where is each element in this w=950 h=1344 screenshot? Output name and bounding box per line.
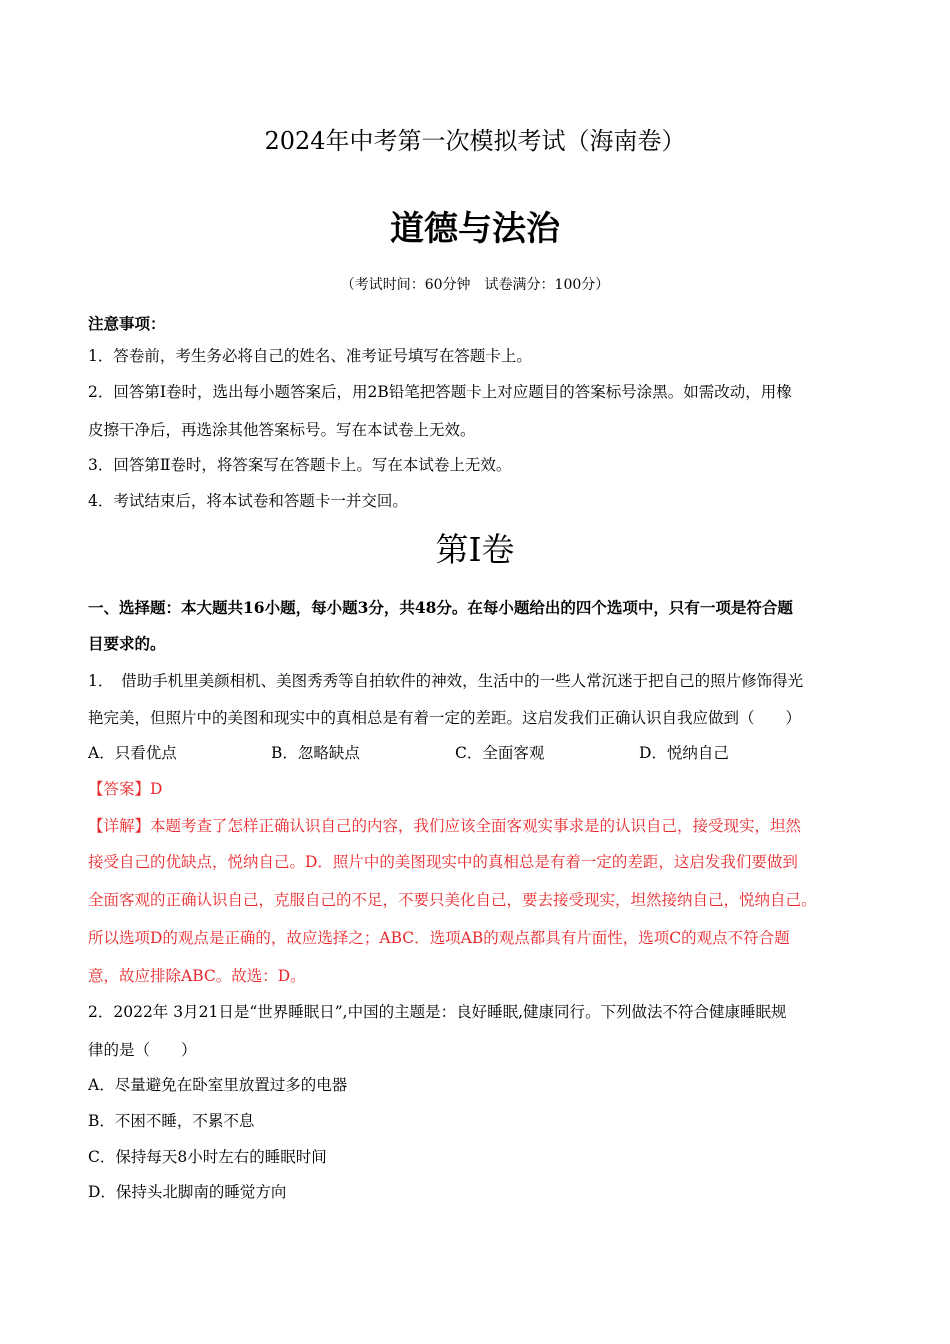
- notice-item: 4．考试结束后，将本试卷和答题卡一并交回。: [88, 492, 408, 510]
- section-heading: 目要求的。: [88, 634, 166, 653]
- option-a: A．尽量避免在卧室里放置过多的电器: [88, 1076, 348, 1094]
- notice-item: 3．回答第Ⅱ卷时，将答案写在答题卡上。写在本试卷上无效。: [88, 456, 512, 474]
- volume-title: 第Ⅰ卷: [435, 530, 515, 569]
- section-heading: 一、选择题：本大题共16小题，每小题3分，共48分。在每小题给出的四个选项中，只有一项是符合题: [88, 598, 793, 617]
- option-d: D．保持头北脚南的睡觉方向: [88, 1183, 287, 1201]
- question-2-stem: 2．2022年 3月21日是“世界睡眠日”,中国的主题是：良好睡眠,健康同行。下列做法不符合健康睡眠规: [88, 1003, 787, 1021]
- option-b: B．忽略缺点: [271, 744, 360, 762]
- question-1-explanation: 接受自己的优缺点，悦纳自己。D．照片中的美图现实中的真相总是有着一定的差距，这启发我们要做到: [88, 853, 798, 871]
- notice-item: 1．答卷前，考生务必将自己的姓名、准考证号填写在答题卡上。: [88, 347, 532, 365]
- option-a: A．只看优点: [88, 744, 177, 762]
- question-1-explanation: 意，故应排除ABC。故选：D。: [88, 967, 306, 985]
- option-c: C．全面客观: [455, 744, 545, 762]
- option-d: D．悦纳自己: [639, 744, 729, 762]
- option-b: B．不困不睡，不累不息: [88, 1112, 255, 1130]
- question-2-stem: 律的是（ ）: [88, 1041, 197, 1059]
- question-1-answer: 【答案】D: [88, 780, 163, 798]
- question-1-explanation: 全面客观的正确认识自己，克服自己的不足，不要只美化自己，要去接受现实，坦然接纳自己，悦纳自己。: [88, 891, 817, 909]
- option-c: C．保持每天8小时左右的睡眠时间: [88, 1148, 327, 1166]
- question-1-stem: 1． 借助手机里美颜相机、美图秀秀等自拍软件的神效，生活中的一些人常沉迷于把自己的照片修饰得光: [88, 672, 804, 690]
- subject-title: 道德与法治: [390, 209, 560, 249]
- notice-item: 皮擦干净后，再选涂其他答案标号。写在本试卷上无效。: [88, 421, 476, 439]
- question-1-stem: 艳完美，但照片中的美图和现实中的真相总是有着一定的差距。这启发我们正确认识自我应做到（ ）: [88, 709, 802, 727]
- exam-info: （考试时间：60分钟 试卷满分：100分）: [340, 277, 610, 293]
- question-1-explanation: 【详解】本题考查了怎样正确认识自己的内容，我们应该全面客观实事求是的认识自己，接受现实，坦然: [88, 817, 802, 835]
- question-1-explanation: 所以选项D的观点是正确的，故应选择之；ABC．选项AB的观点都具有片面性，选项C的观点不符合题: [88, 929, 790, 947]
- notice-heading: 注意事项：: [88, 314, 166, 333]
- notice-item: 2．回答第Ⅰ卷时，选出每小题答案后，用2B铅笔把答题卡上对应题目的答案标号涂黑。如需改动，用橡: [88, 383, 792, 401]
- exam-title: 2024年中考第一次模拟考试（海南卷）: [264, 127, 686, 155]
